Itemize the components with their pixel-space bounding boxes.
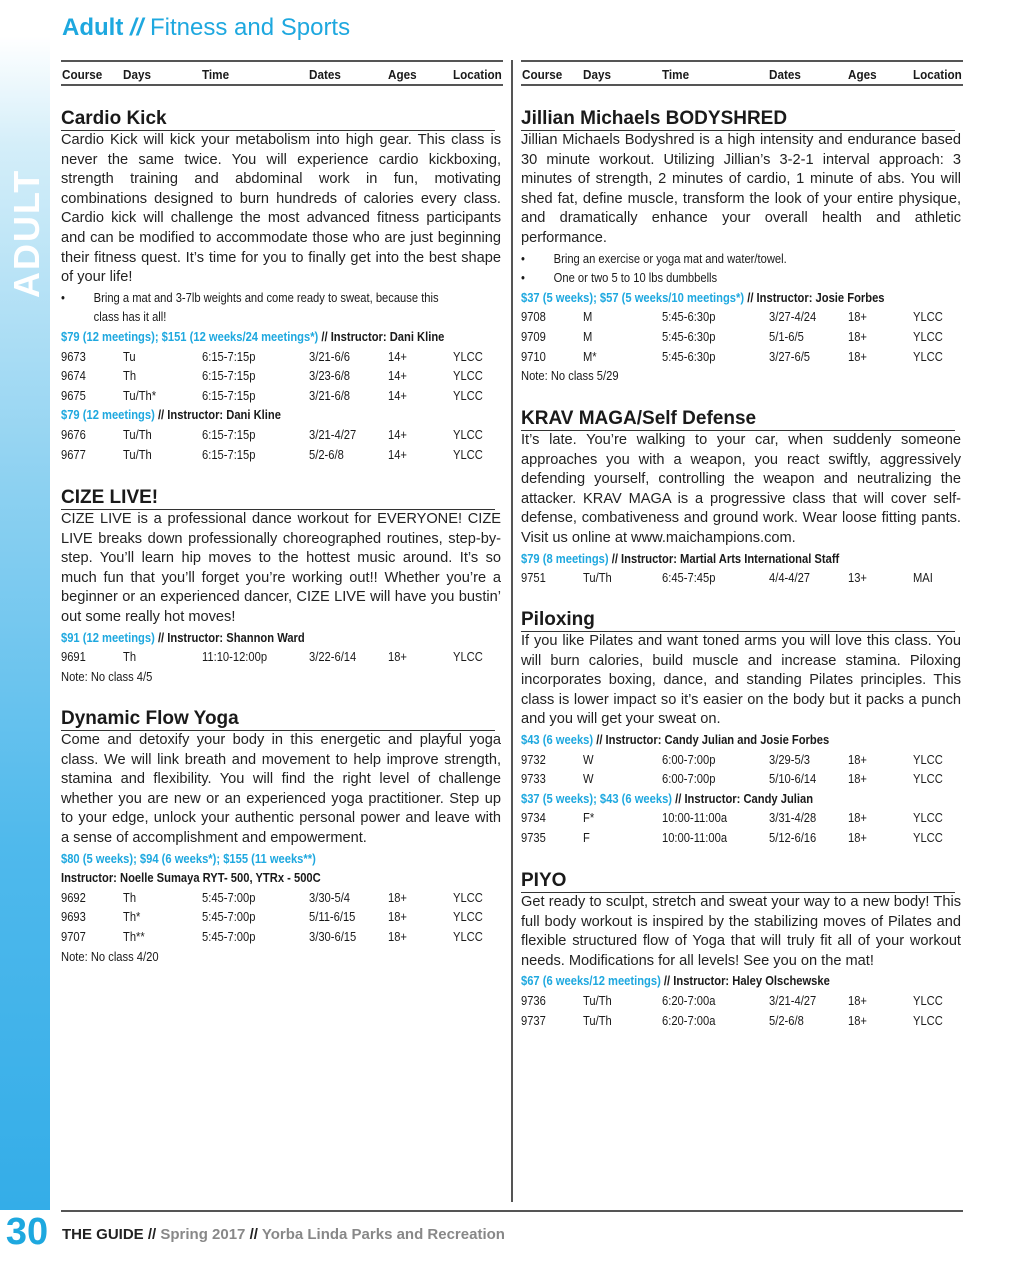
cell-course: 9674 bbox=[61, 368, 86, 384]
cell-course: 9693 bbox=[61, 909, 86, 925]
cell-course: 9708 bbox=[521, 309, 546, 325]
cell-dates: 3/21-6/6 bbox=[308, 348, 351, 364]
cell-time: 6:15-7:15p bbox=[201, 368, 256, 384]
section-description: CIZE LIVE is a professional dance workout for EVERYONE! CIZE LIVE breaks down professionally choreographed routines, step-by-step. You’ll learn hip moves to the hottest music around. It’s so much fun that you’ll forget you’re working out!! Whether you’re a beginner or an experienced dancer, CIZE LIVE will have you bustin’ out some really hot moves! bbox=[61, 511, 501, 625]
col-course: Course bbox=[62, 67, 103, 82]
cell-ages: 14+ bbox=[387, 368, 407, 384]
price-line: $80 (5 weeks); $94 (6 weeks*); $155 (11 weeks**) bbox=[61, 850, 316, 866]
cell-dates: 3/27-4/24 bbox=[768, 309, 817, 325]
cell-course: 9736 bbox=[521, 992, 546, 1008]
cell-ages: 18+ bbox=[847, 328, 867, 344]
cell-course: 9691 bbox=[61, 649, 86, 665]
header-category: Adult bbox=[62, 14, 124, 41]
table-row bbox=[61, 907, 503, 927]
bullet-item: • One or two 5 to 10 lbs dumbbells bbox=[521, 270, 718, 286]
cell-location: YLCC bbox=[912, 348, 943, 364]
cell-ages: 18+ bbox=[847, 1012, 867, 1028]
right-column bbox=[521, 60, 963, 86]
cell-days: Th bbox=[122, 649, 137, 665]
cell-dates: 3/29-5/3 bbox=[768, 751, 811, 767]
cell-time: 6:15-7:15p bbox=[201, 348, 256, 364]
schedule-table bbox=[521, 568, 1024, 588]
cell-time: 6:15-7:15p bbox=[201, 387, 256, 403]
schedule-table bbox=[521, 991, 1024, 1030]
cell-course: 9710 bbox=[521, 348, 546, 364]
table-row bbox=[521, 568, 963, 588]
cell-course: 9733 bbox=[521, 771, 546, 787]
cell-ages: 14+ bbox=[387, 348, 407, 364]
cell-location: YLCC bbox=[912, 810, 943, 826]
cell-course: 9735 bbox=[521, 829, 546, 845]
cell-ages: 14+ bbox=[387, 387, 407, 403]
cell-days: Th* bbox=[122, 909, 141, 925]
cell-course: 9737 bbox=[521, 1012, 546, 1028]
col-location: Location bbox=[913, 67, 962, 82]
cell-location: YLCC bbox=[452, 426, 483, 442]
schedule-table bbox=[61, 647, 575, 667]
cell-days: Tu/Th bbox=[582, 1012, 612, 1028]
cell-time: 6:15-7:15p bbox=[201, 446, 256, 462]
cell-course: 9751 bbox=[521, 570, 546, 586]
left-column bbox=[61, 60, 503, 86]
cell-dates: 3/21-6/8 bbox=[308, 387, 351, 403]
cell-time: 6:00-7:00p bbox=[661, 771, 716, 787]
cell-ages: 18+ bbox=[847, 751, 867, 767]
price-line: $79 (8 meetings) // Instructor: Martial Arts International Staff bbox=[521, 550, 840, 566]
section-description: Get ready to sculpt, stretch and sweat your way to a new body! This full body workout is inspired by the stabilizing moves of Pilates and flexible structured flow of Yoga that will truly fit all of your workout needs. Modifications for all levels! See you on the mat! bbox=[521, 894, 961, 969]
table-row bbox=[521, 347, 963, 367]
price-line: $79 (12 meetings) // Instructor: Dani Kline bbox=[61, 407, 281, 423]
section-title: Dynamic Flow Yoga bbox=[61, 709, 495, 731]
page-header bbox=[62, 14, 350, 42]
cell-ages: 18+ bbox=[387, 889, 407, 905]
schedule-table bbox=[521, 307, 1024, 366]
cell-course: 9673 bbox=[61, 348, 86, 364]
section-title: Cardio Kick bbox=[61, 109, 495, 131]
cell-ages: 14+ bbox=[387, 426, 407, 442]
cell-time: 5:45-6:30p bbox=[661, 309, 716, 325]
col-course: Course bbox=[522, 67, 563, 82]
col-time: Time bbox=[662, 67, 690, 82]
cell-location: YLCC bbox=[912, 771, 943, 787]
section-title: Piloxing bbox=[521, 610, 955, 632]
footer-text: THE GUIDE // Spring 2017 // Yorba Linda Parks and Recreation bbox=[62, 1226, 505, 1243]
cell-location: YLCC bbox=[912, 829, 943, 845]
side-tab-label: ADULT bbox=[6, 168, 47, 298]
cell-location: YLCC bbox=[452, 387, 483, 403]
table-row bbox=[521, 327, 963, 347]
section-cize-live bbox=[61, 488, 575, 686]
cell-course: 9709 bbox=[521, 328, 546, 344]
table-row bbox=[61, 386, 503, 406]
table-row bbox=[521, 307, 963, 327]
price-line: $79 (12 meetings); $151 (12 weeks/24 meetings*) // Instructor: Dani Kline bbox=[61, 328, 445, 344]
cell-time: 10:00-11:00a bbox=[661, 810, 728, 826]
table-row bbox=[61, 347, 503, 367]
table-row bbox=[521, 991, 963, 1011]
cell-dates: 3/21-4/27 bbox=[768, 992, 817, 1008]
header-separator: // bbox=[129, 14, 144, 41]
cell-ages: 14+ bbox=[387, 446, 407, 462]
section-piloxing bbox=[521, 610, 1024, 848]
cell-course: 9675 bbox=[61, 387, 86, 403]
cell-days: M bbox=[582, 309, 593, 325]
cell-course: 9677 bbox=[61, 446, 86, 462]
cell-dates: 3/31-4/28 bbox=[768, 810, 817, 826]
cell-dates: 5/2-6/8 bbox=[768, 1012, 804, 1028]
section-piyo bbox=[521, 871, 1024, 1030]
table-row bbox=[521, 769, 963, 789]
section-description: Cardio Kick will kick your metabolism into high gear. This class is never the same twice. You will experience cardio kickboxing, strength training and abdominal work in fun, motivating combinations designed to burn hundreds of calories every class. Cardio kick will challenge the most advanced fitness participants and can be modified to accommodate those who are just beginning their fitness quest. It’s time for you to finally get into the best shape of your life! bbox=[61, 132, 501, 286]
section-description: Jillian Michaels Bodyshred is a high intensity and endurance based 30 minute workout. Utilizing Jillian’s 3-2-1 interval approach: 3 minutes of strength, 2 minutes of cardio, 1 minute of abs. You will shed fat, define muscle, transform the look of your entire physique, and dramatically enhance your overall health and athletic performance. bbox=[521, 132, 961, 246]
cell-dates: 5/1-6/5 bbox=[768, 328, 804, 344]
cell-time: 5:45-7:00p bbox=[201, 928, 256, 944]
schedule-note: Note: No class 4/5 bbox=[61, 668, 153, 684]
col-dates: Dates bbox=[769, 67, 801, 82]
header-subtitle: Fitness and Sports bbox=[150, 14, 351, 41]
cell-dates: 5/10-6/14 bbox=[768, 771, 817, 787]
cell-ages: 18+ bbox=[387, 909, 407, 925]
cell-dates: 4/4-4/27 bbox=[768, 570, 811, 586]
section-title: Jillian Michaels BODYSHRED bbox=[521, 109, 955, 131]
bullet-item: • Bring an exercise or yoga mat and water/towel. bbox=[521, 250, 787, 266]
section-title: PIYO bbox=[521, 871, 955, 893]
cell-location: YLCC bbox=[452, 446, 483, 462]
cell-time: 5:45-7:00p bbox=[201, 909, 256, 925]
schedule-table bbox=[61, 347, 575, 406]
footer-guide: THE GUIDE bbox=[62, 1226, 144, 1243]
cell-dates: 5/2-6/8 bbox=[308, 446, 344, 462]
cell-days: M bbox=[582, 328, 593, 344]
schedule-note: Note: No class 5/29 bbox=[521, 368, 619, 384]
cell-time: 6:20-7:00a bbox=[661, 1012, 716, 1028]
left-column-header bbox=[61, 60, 503, 86]
schedule-table bbox=[521, 808, 1024, 847]
col-dates: Dates bbox=[309, 67, 341, 82]
cell-dates: 5/11-6/15 bbox=[308, 909, 356, 925]
cell-course: 9707 bbox=[61, 928, 86, 944]
footer-rule bbox=[61, 1210, 963, 1212]
table-row bbox=[61, 366, 503, 386]
footer-season: Spring 2017 bbox=[160, 1226, 246, 1243]
table-row bbox=[521, 1011, 963, 1031]
right-column-header bbox=[521, 60, 963, 86]
cell-location: YLCC bbox=[452, 889, 483, 905]
cell-course: 9734 bbox=[521, 810, 546, 826]
cell-dates: 5/12-6/16 bbox=[768, 829, 817, 845]
section-description: If you like Pilates and want toned arms you will love this class. You will burn calories, build muscle and increase stamina. Piloxing incorporates boxing, dance, and standing Pilates principles. This class is lower impact so it’s easier on the body but it packs a punch and you will get your sweat on. bbox=[521, 633, 961, 728]
cell-dates: 3/27-6/5 bbox=[768, 348, 811, 364]
price-line: $43 (6 weeks) // Instructor: Candy Julian and Josie Forbes bbox=[521, 731, 830, 747]
cell-location: YLCC bbox=[912, 751, 943, 767]
bullet-item: • Bring a mat and 3-7lb weights and come ready to sweat, because this bbox=[61, 289, 439, 305]
col-ages: Ages bbox=[388, 67, 417, 82]
cell-time: 11:10-12:00p bbox=[201, 649, 268, 665]
section-title: CIZE LIVE! bbox=[61, 488, 495, 510]
cell-dates: 3/21-4/27 bbox=[308, 426, 357, 442]
cell-days: Tu/Th bbox=[582, 992, 612, 1008]
section-description: It’s late. You’re walking to your car, when suddenly someone approaches you with a weapon, you react swiftly, aggressively defending yourself, controlling the weapon and neutralizing the attacker. KRAV MAGA is a progressive class that will cover self-defense, combativeness and ground work. Wear loose fitting pants. Visit us online at www.maichampions.com. bbox=[521, 432, 961, 546]
cell-days: F* bbox=[582, 810, 595, 826]
cell-ages: 18+ bbox=[847, 810, 867, 826]
price-line: $37 (5 weeks); $43 (6 weeks) // Instructor: Candy Julian bbox=[521, 790, 814, 806]
cell-days: Th bbox=[122, 368, 137, 384]
bullet-item-continued: class has it all! bbox=[93, 309, 167, 325]
cell-time: 5:45-7:00p bbox=[201, 889, 256, 905]
instructor-line: Instructor: Noelle Sumaya RYT- 500, YTRx - 500C bbox=[61, 870, 321, 886]
schedule-table bbox=[61, 888, 575, 947]
cell-location: YLCC bbox=[452, 928, 483, 944]
cell-days: Th bbox=[122, 889, 137, 905]
col-time: Time bbox=[202, 67, 230, 82]
cell-ages: 18+ bbox=[847, 992, 867, 1008]
price-line: $67 (6 weeks/12 meetings) // Instructor: Haley Olschewske bbox=[521, 973, 830, 989]
table-row bbox=[61, 888, 503, 908]
cell-location: YLCC bbox=[452, 368, 483, 384]
cell-time: 6:45-7:45p bbox=[661, 570, 716, 586]
schedule-note: Note: No class 4/20 bbox=[61, 948, 159, 964]
cell-days: W bbox=[582, 751, 594, 767]
table-row bbox=[61, 425, 503, 445]
table-row bbox=[521, 808, 963, 828]
cell-dates: 3/30-5/4 bbox=[308, 889, 351, 905]
cell-ages: 18+ bbox=[847, 771, 867, 787]
cell-ages: 18+ bbox=[387, 928, 407, 944]
table-row bbox=[521, 750, 963, 770]
table-row bbox=[61, 445, 503, 465]
table-row bbox=[521, 828, 963, 848]
cell-days: Tu/Th* bbox=[122, 387, 157, 403]
cell-course: 9676 bbox=[61, 426, 86, 442]
cell-location: YLCC bbox=[912, 1012, 943, 1028]
price-line: $91 (12 meetings) // Instructor: Shannon Ward bbox=[61, 629, 305, 645]
cell-time: 6:15-7:15p bbox=[201, 426, 256, 442]
cell-time: 6:00-7:00p bbox=[661, 751, 716, 767]
cell-days: Tu bbox=[122, 348, 136, 364]
cell-location: YLCC bbox=[912, 992, 943, 1008]
cell-time: 5:45-6:30p bbox=[661, 328, 716, 344]
section-jillian-bodyshred bbox=[521, 109, 1024, 386]
cell-ages: 13+ bbox=[847, 570, 867, 586]
schedule-table bbox=[61, 425, 575, 464]
cell-ages: 18+ bbox=[847, 348, 867, 364]
cell-ages: 18+ bbox=[847, 309, 867, 325]
schedule-table bbox=[521, 750, 1024, 789]
col-days: Days bbox=[123, 67, 151, 82]
cell-time: 6:20-7:00a bbox=[661, 992, 716, 1008]
cell-dates: 3/30-6/15 bbox=[308, 928, 357, 944]
cell-location: MAI bbox=[912, 570, 933, 586]
cell-location: YLCC bbox=[452, 649, 483, 665]
section-title: KRAV MAGA/Self Defense bbox=[521, 409, 955, 431]
price-line: $37 (5 weeks); $57 (5 weeks/10 meetings*) // Instructor: Josie Forbes bbox=[521, 289, 885, 305]
cell-time: 10:00-11:00a bbox=[661, 829, 728, 845]
cell-dates: 3/23-6/8 bbox=[308, 368, 351, 384]
cell-location: YLCC bbox=[452, 348, 483, 364]
section-description: Come and detoxify your body in this energetic and playful yoga class. We will link breath and movement to help improve strength, stamina and flexibility. You will find the right level of challenge whether you are new or an experienced yoga practitioner. Step up to your edge, unlock your authentic personal power and leave with a sense of accomplishment and empowerment. bbox=[61, 732, 501, 846]
section-dynamic-flow-yoga bbox=[61, 709, 575, 966]
section-krav-maga bbox=[521, 409, 1024, 588]
cell-days: Tu/Th bbox=[122, 446, 152, 462]
cell-dates: 3/22-6/14 bbox=[308, 649, 357, 665]
side-tab bbox=[0, 0, 50, 1210]
cell-days: Tu/Th bbox=[582, 570, 612, 586]
footer-org: Yorba Linda Parks and Recreation bbox=[261, 1226, 505, 1243]
page-number: 30 bbox=[5, 1211, 49, 1253]
table-row bbox=[61, 647, 503, 667]
section-cardio-kick bbox=[61, 109, 575, 464]
cell-ages: 18+ bbox=[387, 649, 407, 665]
cell-days: Tu/Th bbox=[122, 426, 152, 442]
col-days: Days bbox=[583, 67, 611, 82]
cell-days: M* bbox=[582, 348, 597, 364]
cell-location: YLCC bbox=[452, 909, 483, 925]
table-row bbox=[61, 927, 503, 947]
cell-ages: 18+ bbox=[847, 829, 867, 845]
cell-location: YLCC bbox=[912, 309, 943, 325]
cell-course: 9732 bbox=[521, 751, 546, 767]
cell-days: W bbox=[582, 771, 594, 787]
cell-days: F bbox=[582, 829, 590, 845]
cell-location: YLCC bbox=[912, 328, 943, 344]
cell-days: Th** bbox=[122, 928, 145, 944]
cell-course: 9692 bbox=[61, 889, 86, 905]
cell-time: 5:45-6:30p bbox=[661, 348, 716, 364]
col-ages: Ages bbox=[848, 67, 877, 82]
col-location: Location bbox=[453, 67, 502, 82]
